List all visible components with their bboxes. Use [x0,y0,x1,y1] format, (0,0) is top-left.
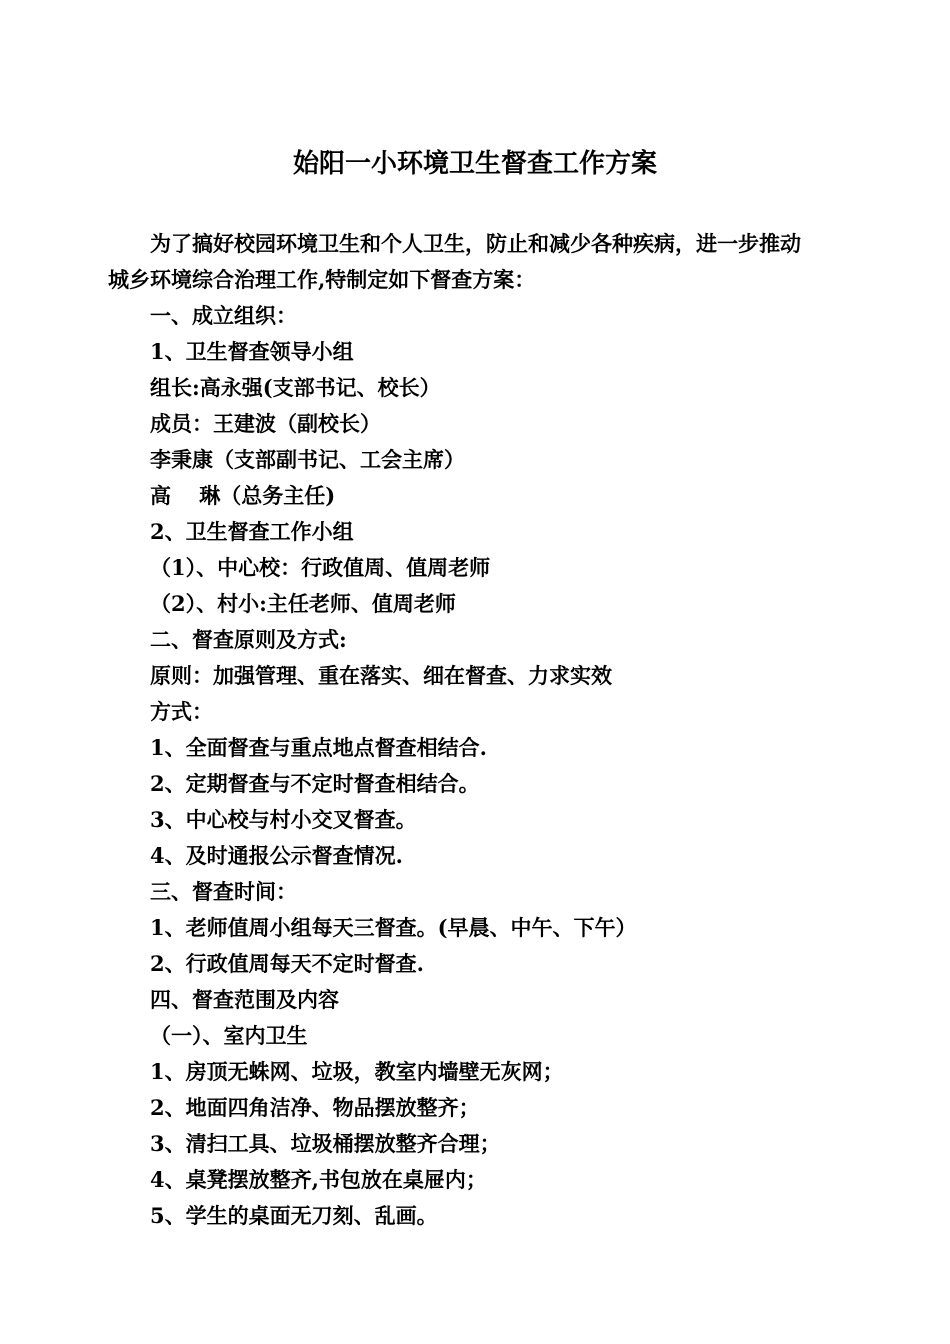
body-line: 李秉康（支部副书记、工会主席） [150,447,465,472]
body-line: 三、督查时间： [150,879,297,904]
body-line: （2）、村小:主任老师、值周老师 [150,591,456,616]
body-line: 四、督查范围及内容 [150,987,339,1012]
body-line: 2、卫生督查工作小组 [150,519,354,544]
body-line: 1、全面督查与重点地点督查相结合. [150,735,487,760]
body-line: 原则：加强管理、重在落实、细在督查、力求实效 [150,663,612,688]
body-line: 1、房顶无蛛网、垃圾，教室内墙壁无灰网； [150,1059,564,1084]
body-line: （1）、中心校：行政值周、值周老师 [150,555,491,580]
body-line: 高 琳（总务主任) [150,483,336,508]
body-line: 2、行政值周每天不定时督查. [150,951,424,976]
body-line: 方式： [150,699,213,724]
body-lines [150,298,870,1234]
body-line: 2、地面四角洁净、物品摆放整齐； [150,1095,480,1120]
body-line: （一）、室内卫生 [150,1023,308,1048]
intro-paragraph [108,226,848,298]
body-line: 一、成立组织： [150,303,297,328]
body-line: 3、清扫工具、垃圾桶摆放整齐合理； [150,1131,501,1156]
body-line: 2、定期督查与不定时督查相结合。 [150,771,480,796]
body-line: 4、桌凳摆放整齐,书包放在桌屉内； [150,1167,487,1192]
body-line: 1、老师值周小组每天三督查。(早晨、中午、下午） [150,915,637,940]
body-line: 5、学生的桌面无刀刻、乱画。 [150,1203,438,1228]
intro-line-2: 城乡环境综合治理工作,特制定如下督查方案： [108,267,536,292]
document-title: 始阳一小环境卫生督查工作方案 [292,149,657,179]
body-line: 1、卫生督查领导小组 [150,339,354,364]
body-line: 组长:高永强(支部书记、校长） [150,375,441,400]
body-line: 4、及时通报公示督查情况. [150,843,403,868]
body-line: 3、中心校与村小交叉督查。 [150,807,417,832]
body-line: 二、督查原则及方式: [150,627,347,652]
intro-line-1: 为了搞好校园环境卫生和个人卫生，防止和减少各种疾病，进一步推动 [150,231,801,256]
body-line: 成员：王建波（副校长） [150,411,381,436]
